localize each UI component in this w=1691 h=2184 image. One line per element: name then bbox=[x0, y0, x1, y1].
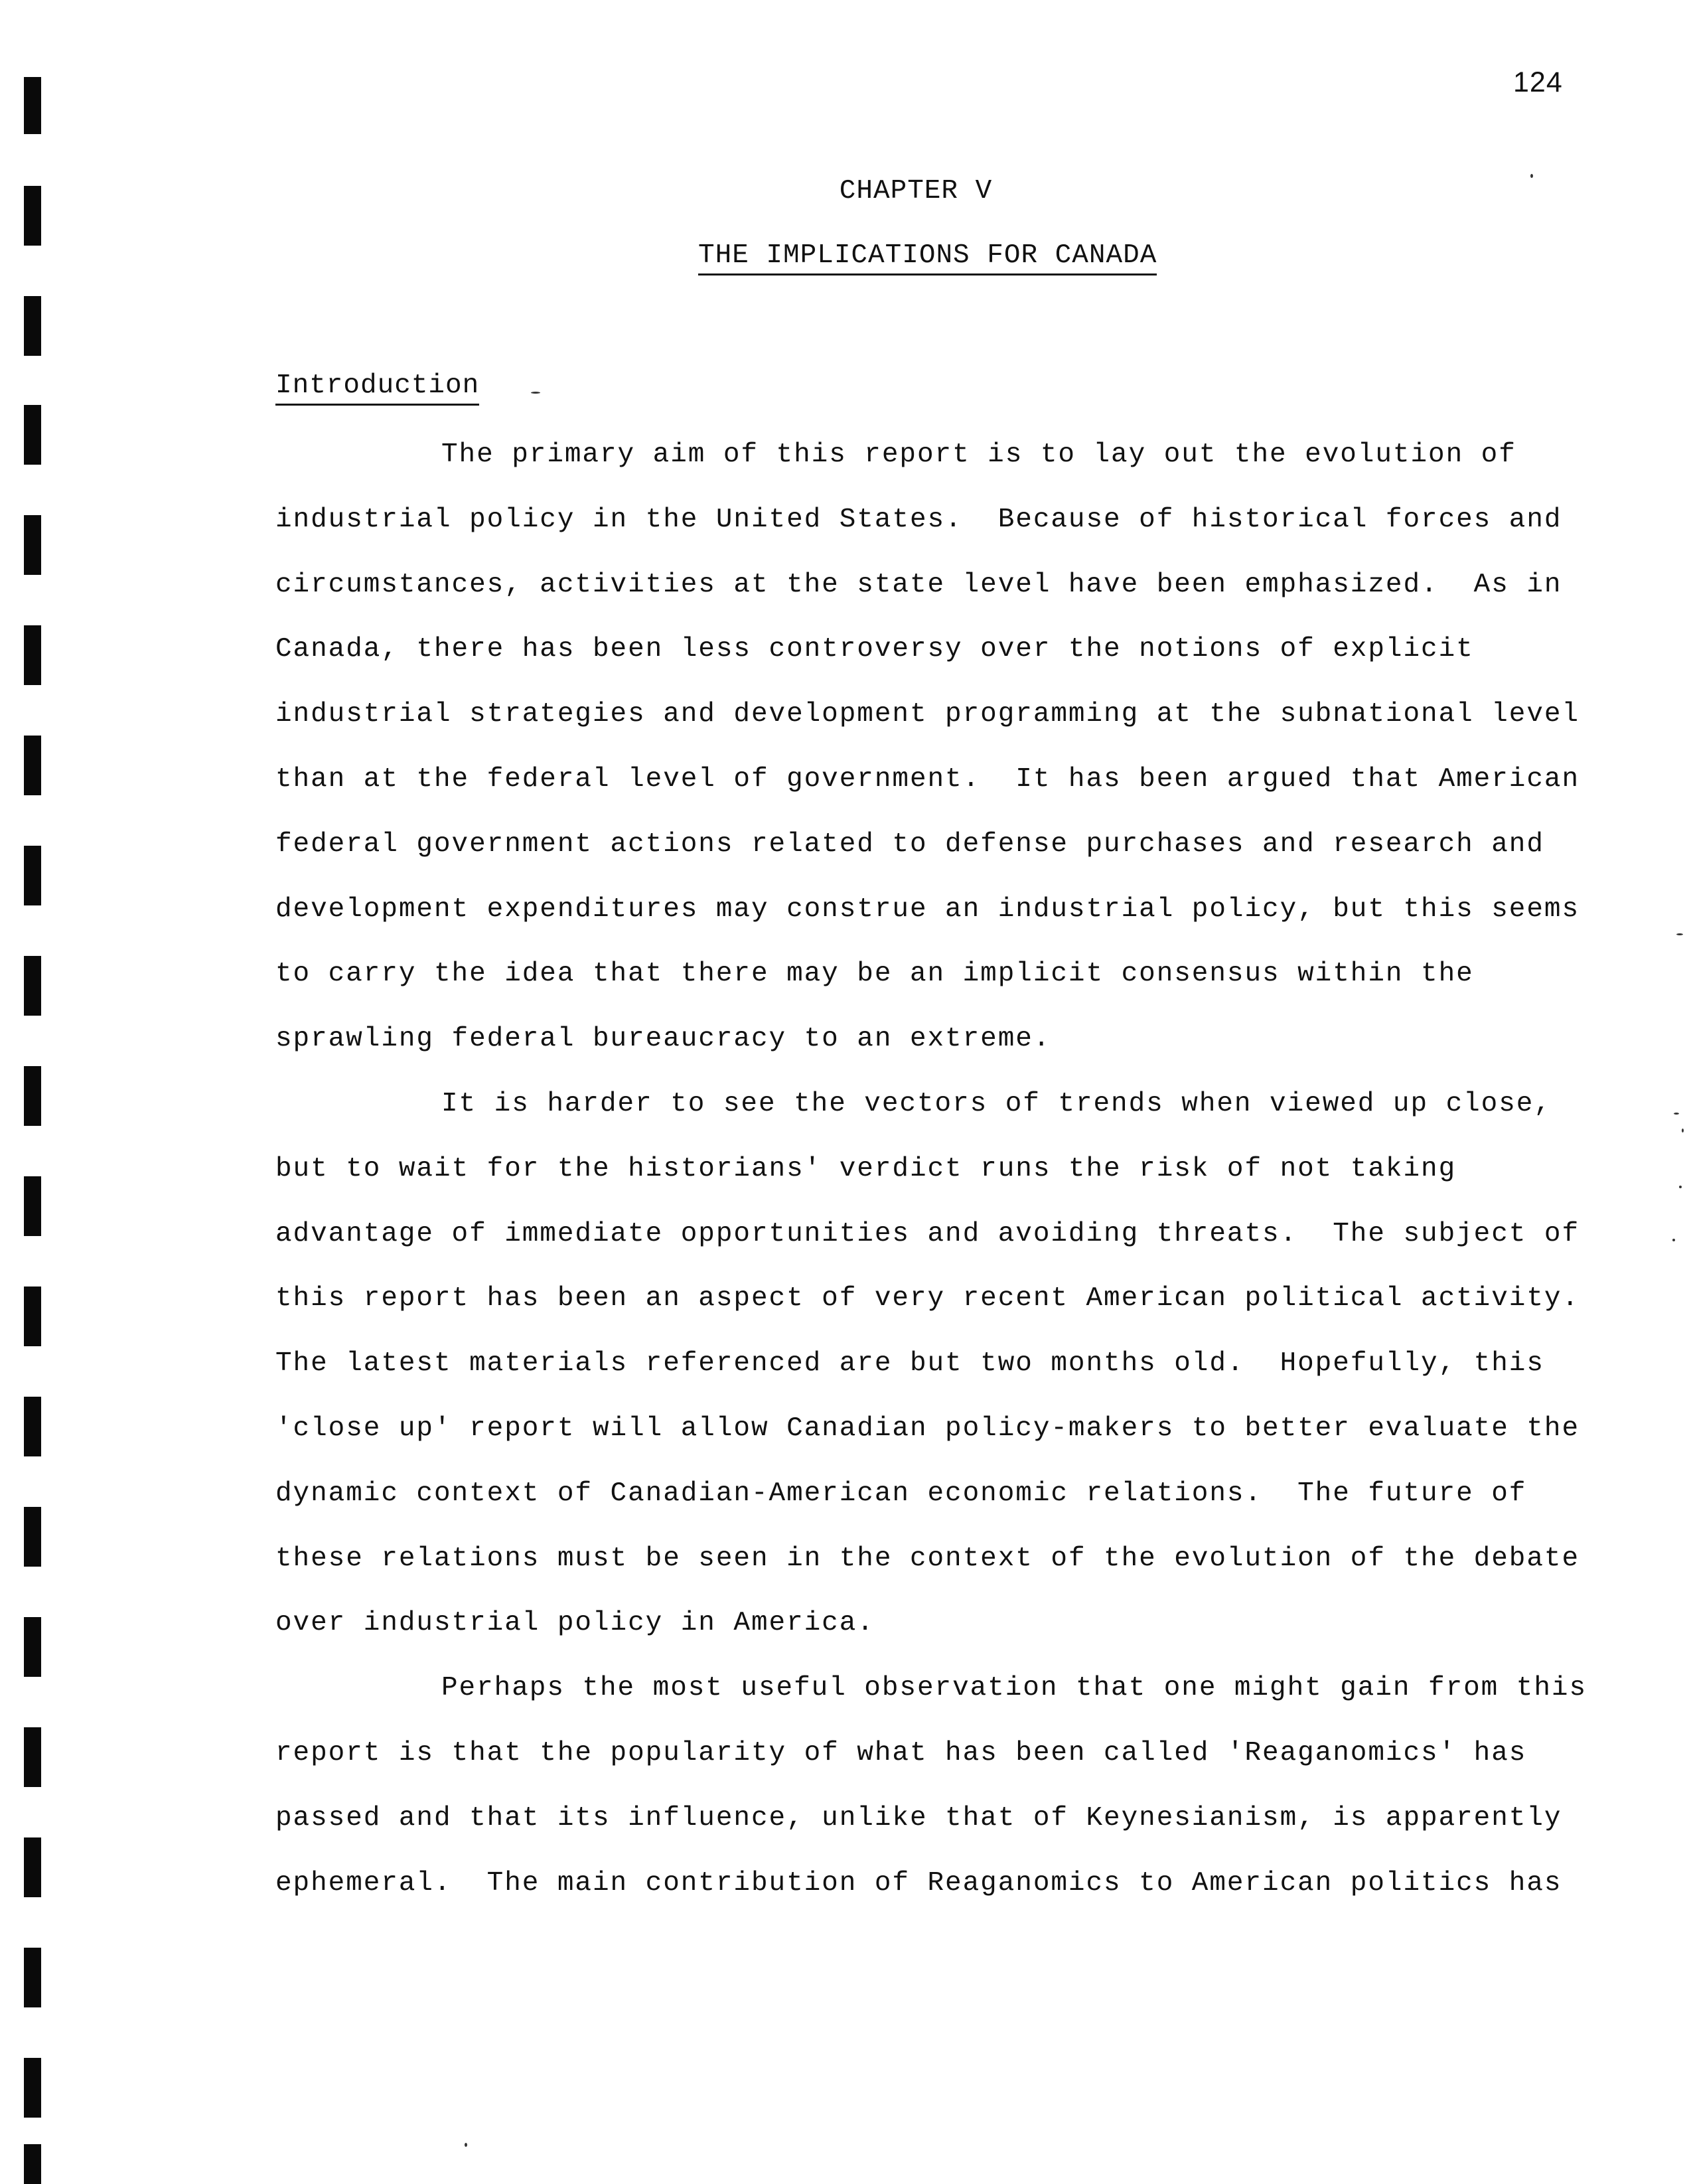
body-line: to carry the idea that there may be an implicit consensus within the bbox=[275, 959, 1474, 990]
binding-mark bbox=[24, 625, 41, 685]
binding-mark bbox=[24, 77, 41, 134]
scan-speck bbox=[1682, 1129, 1684, 1132]
chapter-label: CHAPTER V bbox=[839, 176, 993, 206]
body-line: It is harder to see the vectors of trends when viewed up close, bbox=[441, 1088, 1552, 1119]
body-line: but to wait for the historians' verdict runs the risk of not taking bbox=[275, 1153, 1457, 1184]
binding-mark bbox=[24, 405, 41, 465]
binding-mark bbox=[24, 1617, 41, 1677]
page-number: 124 bbox=[1513, 66, 1563, 98]
binding-mark bbox=[24, 1837, 41, 1897]
binding-mark bbox=[24, 2144, 41, 2184]
body-line: sprawling federal bureaucracy to an extreme. bbox=[275, 1024, 1051, 1055]
binding-mark bbox=[24, 2058, 41, 2118]
body-line: industrial strategies and development programming at the subnational level bbox=[275, 699, 1580, 730]
body-text bbox=[275, 435, 1587, 1928]
binding-margin bbox=[24, 66, 44, 2184]
body-line: Canada, there has been less controversy over the notions of explicit bbox=[275, 634, 1474, 665]
binding-mark bbox=[24, 1948, 41, 2007]
binding-mark bbox=[24, 1287, 41, 1346]
scan-speck bbox=[531, 392, 540, 394]
body-line: development expenditures may construe an industrial policy, but this seems bbox=[275, 894, 1580, 925]
body-line: these relations must be seen in the context of the evolution of the debate bbox=[275, 1543, 1580, 1574]
binding-mark bbox=[24, 956, 41, 1016]
body-line: federal government actions related to defense purchases and research and bbox=[275, 828, 1544, 860]
scan-speck bbox=[465, 2143, 467, 2147]
body-line: The latest materials referenced are but two months old. Hopefully, this bbox=[275, 1348, 1544, 1379]
section-heading: Introduction bbox=[275, 370, 479, 406]
binding-mark bbox=[24, 1066, 41, 1126]
scan-speck bbox=[1672, 1239, 1675, 1241]
body-line: over industrial policy in America. bbox=[275, 1608, 875, 1639]
body-line: advantage of immediate opportunities and avoiding threats. The subject of bbox=[275, 1218, 1580, 1249]
body-line: The primary aim of this report is to lay out the evolution of bbox=[441, 439, 1516, 470]
binding-mark bbox=[24, 1507, 41, 1567]
body-line: ephemeral. The main contribution of Reaganomics to American politics has bbox=[275, 1867, 1562, 1899]
chapter-title: THE IMPLICATIONS FOR CANADA bbox=[698, 240, 1157, 275]
body-line: dynamic context of Canadian-American economic relations. The future of bbox=[275, 1478, 1527, 1509]
body-line: 'close up' report will allow Canadian policy-makers to better evaluate the bbox=[275, 1413, 1580, 1444]
body-line: report is that the popularity of what has been called 'Reaganomics' has bbox=[275, 1737, 1527, 1768]
scan-speck bbox=[1679, 1186, 1682, 1188]
scan-speck bbox=[1674, 1113, 1679, 1115]
body-line: industrial policy in the United States. Because of historical forces and bbox=[275, 504, 1562, 535]
body-line: passed and that its influence, unlike that of Keynesianism, is apparently bbox=[275, 1802, 1562, 1833]
scan-speck bbox=[1676, 933, 1683, 935]
body-line: this report has been an aspect of very recent American political activity. bbox=[275, 1283, 1580, 1314]
binding-mark bbox=[24, 736, 41, 795]
binding-mark bbox=[24, 1397, 41, 1456]
binding-mark bbox=[24, 1176, 41, 1236]
binding-mark bbox=[24, 846, 41, 905]
scan-speck bbox=[1530, 174, 1533, 178]
body-line: Perhaps the most useful observation that one might gain from this bbox=[441, 1673, 1587, 1704]
body-line: than at the federal level of government. It has been argued that American bbox=[275, 763, 1580, 795]
binding-mark bbox=[24, 515, 41, 575]
binding-mark bbox=[24, 1727, 41, 1787]
body-line: circumstances, activities at the state level have been emphasized. As in bbox=[275, 569, 1562, 600]
binding-mark bbox=[24, 296, 41, 356]
